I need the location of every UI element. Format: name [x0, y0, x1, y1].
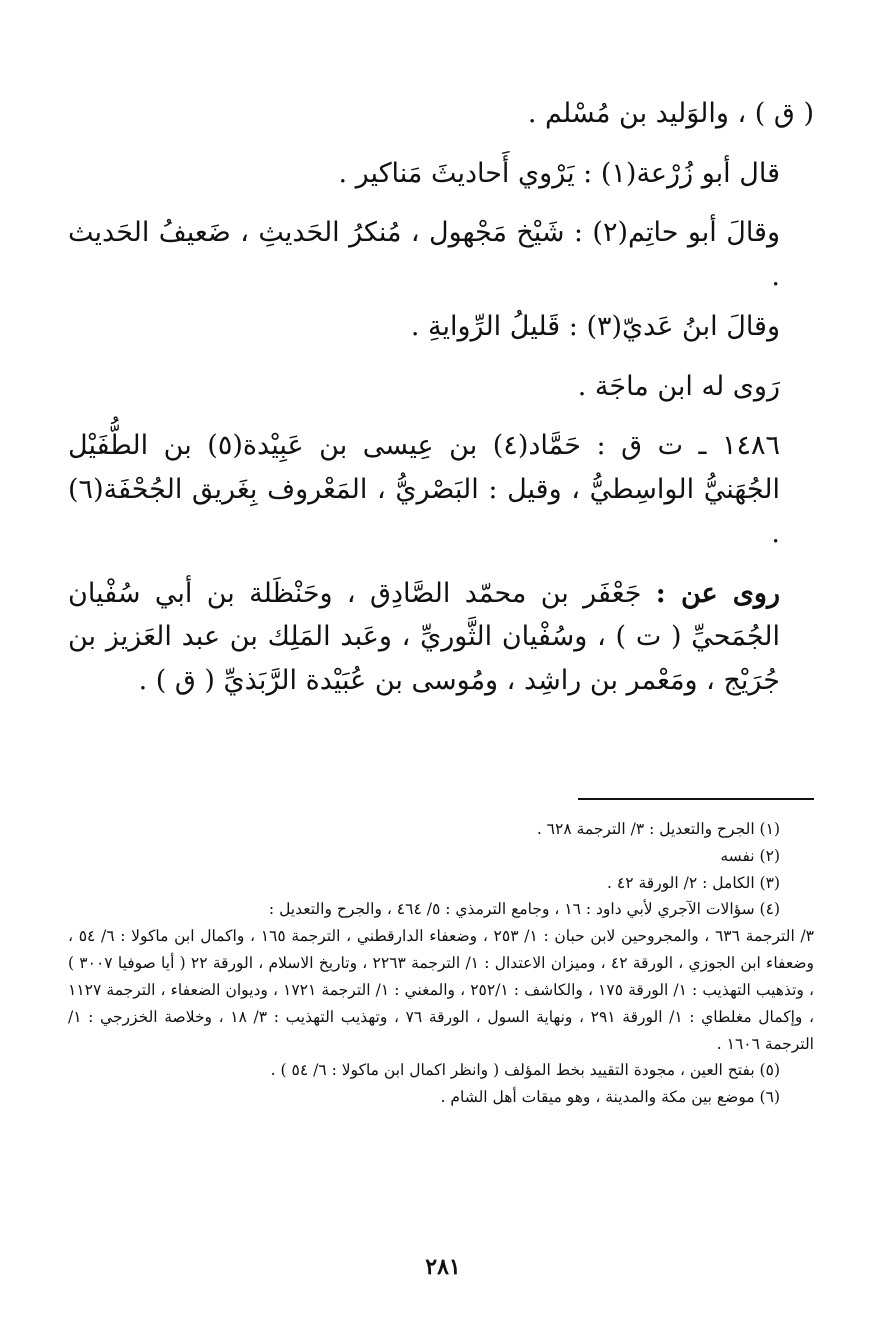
continuation-line: ( ق ) ، والوَليد بن مُسْلم . — [527, 98, 814, 129]
footnote-4-continued: ٣/ الترجمة ٦٣٦ ، والمجروحين لابن حبان : ١/ ٢٥٣ ، وضعفاء الدارقطني ، الترجمة ١٦٥ ، واكمال ابن ماكولا : ٦/ ٥٤ ، وضعفاء ابن الجوزي ، الورقة ٤٢ ، وميزان الاعتدال : ١/ الترجمة ٢٢٦٣ ، وتاريخ الاسلام ، الورقة ٢٢ ( أيا صوفيا ٣٠٠٧ ) ، وتذهيب التهذيب : ١/ الورقة ١٧٥ ، والكاشف : ٢٥٢/١ ، والمغني : ١/ الترجمة ١٧٢١ ، وديوان الضعفاء ، الترجمة ١١٢٧ ، وإكمال مغلطاي : ١/ الورقة ٢٩١ ، ونهاية السول ، الورقة ٧٦ ، وتهذيب التهذيب : ٣/ ١٨ ، وخلاصة الخزرجي : ١/ الترجمة ١٦٠٦ . — [68, 927, 815, 1053]
footnote-6: (٦) موضع بين مكة والمدينة ، وهو ميقات أهل الشام . — [440, 1088, 780, 1107]
narrated-from-label: روى عن : — [655, 577, 780, 609]
footnote-divider — [578, 798, 814, 800]
narrated-from-text: جَعْفَر بن محمّد الصَّادِق ، وحَنْظَلة بن أبي سُفْيان الجُمَحيِّ ( ت ) ، وسُفْيان الثَّوريِّ ، وعَبد المَلِك بن عبد العَزيز بن جُرَيْج ، ومَعْمر بن راشِد ، ومُوسى بن عُبَيْدة الرَّبَذيِّ ( ق ) . — [68, 577, 780, 697]
abu-hatim-quote: وقالَ أبو حاتِم(٢) : شَيْخ مَجْهول ، مُنكرُ الحَديثِ ، ضَعيفُ الحَديث . — [68, 217, 780, 293]
footnote-4: (٤) سؤالات الآجري لأبي داود : ١٦ ، وجامع الترمذي : ٥/ ٤٦٤ ، والجرح والتعديل : — [268, 900, 780, 919]
narrated-from-paragraph — [68, 572, 814, 703]
footnote-1: (١) الجرح والتعديل : ٣/ الترجمة ٦٢٨ . — [536, 820, 780, 838]
footnote-5: (٥) بفتح العين ، مجودة التقييد بخط المؤلف ( وانظر اكمال ابن ماكولا : ٦/ ٥٤ ) . — [270, 1061, 780, 1080]
ibn-adi-quote: وقالَ ابنُ عَديّ(٣) : قَليلُ الرِّوايةِ . — [410, 310, 780, 342]
main-text — [68, 92, 814, 719]
abu-zura-quote: قال أبو زُرْعة(١) : يَرْوي أَحاديثَ مَناكير . — [338, 157, 780, 189]
footnote-2: (٢) نفسه — [720, 846, 780, 865]
entry-heading: ١٤٨٦ ـ ت ق : حَمَّاد(٤) بن عِيسى بن عَبِيْدة(٥) بن الطُّفَيْل الجُهَنيُّ الواسِطيُّ ، وقيل : البَصْريُّ ، المَعْروف بِغَريق الجُحْفَة(٦) . — [68, 430, 780, 549]
footnotes — [68, 816, 814, 1111]
page-number: ٢٨١ — [425, 1254, 461, 1280]
footnote-3: (٣) الكامل : ٢/ الورقة ٤٢ . — [607, 873, 780, 892]
narration-note: رَوى له ابن ماجَة . — [577, 370, 780, 402]
